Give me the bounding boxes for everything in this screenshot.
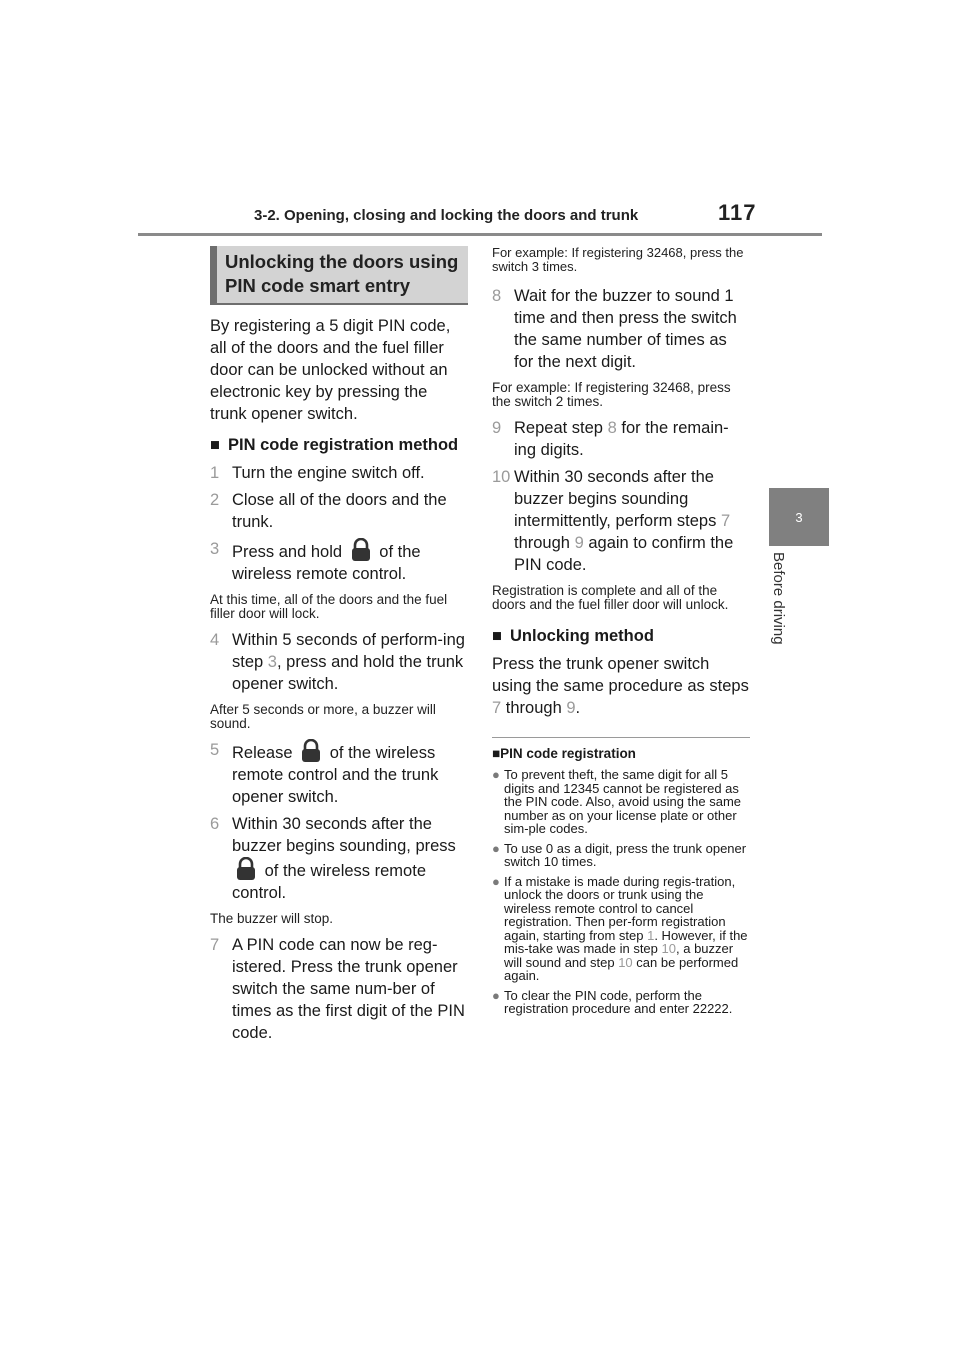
step-reference: 9: [566, 699, 576, 717]
unlocking-paragraph: [492, 653, 750, 719]
unlocking-text: through: [505, 699, 562, 717]
lock-icon: [297, 739, 325, 763]
note-text: . However, if the mis-take was made in step: [504, 927, 748, 956]
step-number: 10: [492, 468, 511, 486]
chapter-label-text: Before driving: [770, 552, 787, 645]
heading-marker: ■: [210, 436, 220, 454]
step-reference: 10: [618, 954, 633, 970]
step-3-note: At this time, all of the doors and the fuel filler door will lock.: [210, 592, 448, 621]
step-text: Release: [232, 744, 293, 762]
registration-heading: [210, 435, 468, 456]
step-reference: 1: [647, 927, 655, 943]
note-item: [492, 875, 750, 983]
step-7: [210, 934, 468, 1044]
notes-heading: ■PIN code registration: [492, 746, 636, 761]
step-number: 1: [210, 464, 220, 482]
step-3: [210, 538, 468, 585]
step-text: Turn the engine switch off.: [232, 464, 425, 482]
step-10-note: Registration is complete and all of the doors and the fuel filler door will unlock.: [492, 583, 729, 612]
header-rule: [138, 233, 822, 236]
page-number: 117: [718, 200, 757, 225]
bullet-icon: ●: [492, 873, 500, 889]
step-2: [210, 489, 468, 533]
step-text: of the wireless remote control.: [232, 862, 426, 902]
step-text: for the remain-ing digits.: [514, 419, 729, 459]
step-reference: 9: [574, 534, 584, 552]
lock-icon: [232, 857, 260, 881]
step-text: again to confirm the PIN code.: [514, 534, 734, 574]
step-number: 8: [492, 287, 502, 305]
note-text: To prevent theft, the same digit for all 5 digits and 12345 cannot be registered as the PIN code. Also, avoid using the same number as on your license plate or other sim-ple codes.: [504, 767, 742, 836]
step-text: of the wireless remote control.: [232, 543, 421, 583]
step-number: 4: [210, 631, 220, 649]
intro-paragraph: By registering a 5 digit PIN code, all of the doors and the fuel filler door can be unlocked without an electronic key by pressing the trunk opener switch.: [210, 317, 451, 423]
note-text: To use 0 as a digit, press the trunk opener switch 10 times.: [504, 840, 747, 869]
step-reference: 8: [607, 419, 617, 437]
step-text: Within 30 seconds after the buzzer begins sounding, press: [232, 815, 456, 855]
bullet-icon: ●: [492, 767, 500, 782]
step-text: of the wireless remote control and the trunk opener switch.: [232, 744, 439, 806]
left-column: [210, 246, 468, 1044]
note-text: can be performed again.: [504, 954, 739, 983]
step-8: [492, 285, 750, 373]
unlocking-heading: [492, 626, 750, 647]
note-text: If a mistake is made during regis-tration, unlock the doors or trunk using the wireless remote control to cancel registration. Then per-form registration again, starting from step: [504, 873, 736, 943]
step-text: Repeat step: [514, 419, 603, 437]
section-rule: [210, 303, 468, 305]
note-text: To clear the PIN code, perform the registration procedure and enter 22222.: [504, 987, 733, 1016]
bullet-icon: ●: [492, 987, 500, 1003]
notes-rule: [492, 737, 750, 738]
registration-heading-text: PIN code registration method: [228, 436, 459, 454]
step-number: 3: [210, 540, 220, 558]
chapter-tab: 3: [769, 488, 829, 546]
step-number: 5: [210, 741, 220, 759]
step-number: 6: [210, 815, 220, 833]
step-text: Within 30 seconds after the buzzer begins sounding intermittently, perform steps: [514, 468, 717, 530]
step-reference: 7: [492, 699, 502, 717]
step-number: 2: [210, 491, 220, 509]
step-8-note: For example: If registering 32468, press the switch 2 times.: [492, 380, 731, 409]
note-text: , a buzzer will sound and step: [504, 941, 734, 970]
step-9: [492, 417, 750, 461]
right-column: [492, 246, 750, 1022]
step-reference: 3: [267, 653, 277, 671]
chapter-label: [769, 552, 791, 662]
step-text: , press and hold the trunk opener switch.: [232, 653, 464, 693]
step-text: Wait for the buzzer to sound 1 time and then press the switch the same number of times as for the next digit.: [514, 287, 737, 371]
step-reference: 10: [661, 941, 676, 956]
step-6: [210, 813, 468, 904]
section-title: Unlocking the doors using PIN code smart entry: [210, 246, 468, 303]
running-header: 3-2. Opening, closing and locking the doors and trunk: [254, 207, 639, 224]
step-number: 9: [492, 419, 502, 437]
step-text: Close all of the doors and the trunk.: [232, 491, 447, 531]
step-5: [210, 739, 468, 808]
unlocking-text: .: [575, 699, 581, 717]
step-1: [210, 462, 468, 484]
step-number: 7: [210, 936, 220, 954]
step-7-note: For example: If registering 32468, press the switch 3 times.: [492, 245, 744, 274]
step-4-note: After 5 seconds or more, a buzzer will sound.: [210, 702, 436, 731]
step-text: through: [514, 534, 570, 552]
unlocking-heading-text: Unlocking method: [510, 627, 654, 645]
note-item: [492, 989, 750, 1016]
lock-icon: [347, 538, 375, 562]
step-text: Press and hold: [232, 543, 343, 561]
step-reference: 7: [720, 512, 731, 530]
heading-marker: ■: [492, 627, 502, 645]
step-6-note: The buzzer will stop.: [210, 911, 334, 926]
unlocking-text: Press the trunk opener switch using the same procedure as steps: [492, 655, 749, 695]
step-10: [492, 466, 750, 576]
step-4: [210, 629, 468, 695]
note-item: [492, 768, 750, 836]
step-text: A PIN code can now be reg-istered. Press the trunk opener switch the same num-ber of times as the first digit of the PIN code.: [232, 936, 465, 1042]
step-text: Within 5 seconds of perform-ing step: [232, 631, 465, 671]
note-item: [492, 842, 750, 869]
bullet-icon: ●: [492, 840, 500, 856]
